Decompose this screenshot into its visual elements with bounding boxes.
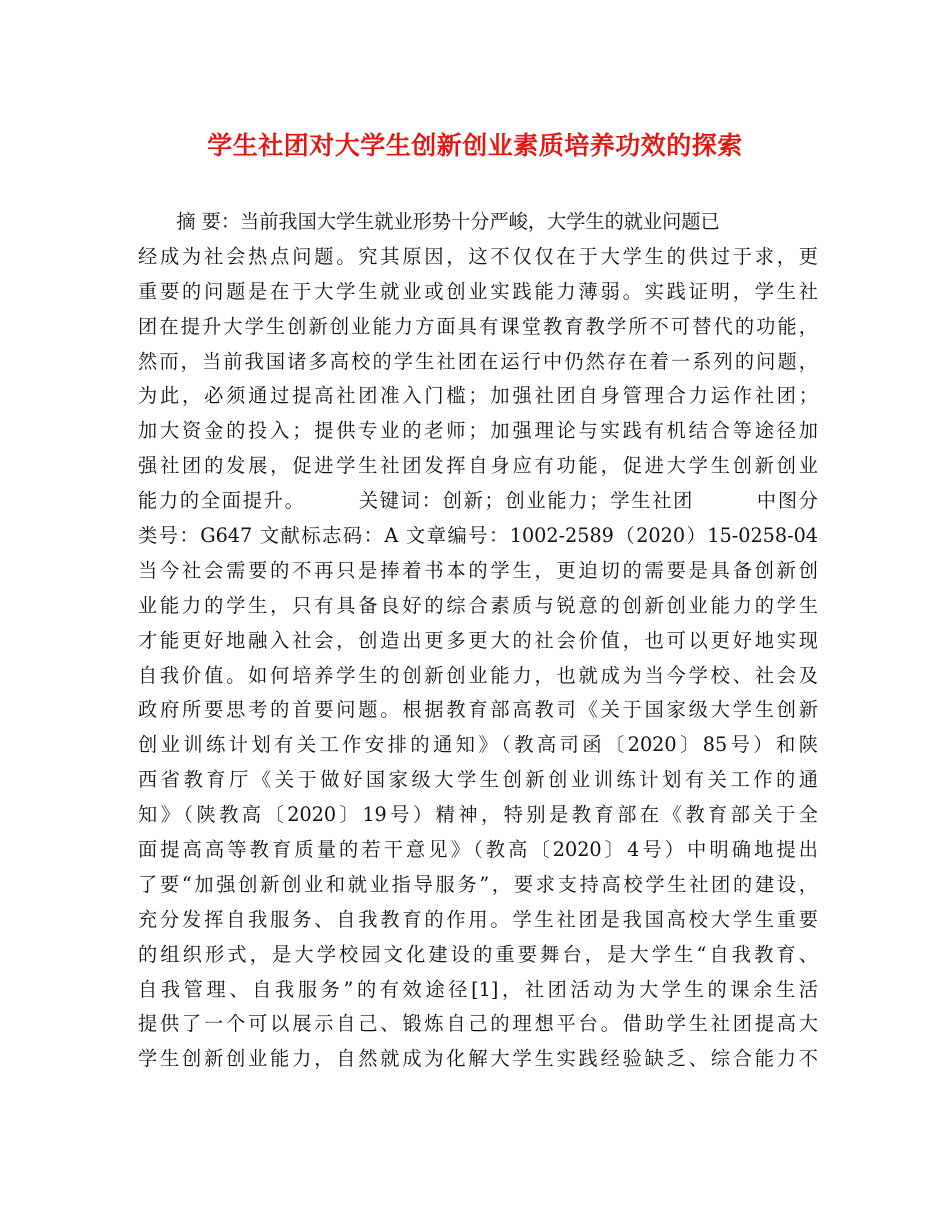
body-line: 政府所要思考的首要问题。根据教育部高教司《关于国家级大学生创新 — [138, 698, 818, 722]
body-line: 创业训练计划有关工作安排的通知》（教高司函〔2020〕85号）和陕 — [138, 733, 818, 757]
body-line: 自我管理、自我服务”的有效途径[1]，社团活动为大学生的课余生活 — [138, 977, 818, 1001]
body-line: 当今社会需要的不再只是捧着书本的学生，更迫切的需要是具备创新创 — [138, 558, 818, 582]
body-line: 业能力的学生，只有具备良好的综合素质与锐意的创新创业能力的学生 — [138, 593, 818, 617]
document-body — [138, 205, 818, 1077]
body-line: 才能更好地融入社会，创造出更多更大的社会价值，也可以更好地实现 — [138, 628, 818, 652]
body-line: 提供了一个可以展示自己、锻炼自己的理想平台。借助学生社团提高大 — [138, 1012, 818, 1036]
body-line: 了要“加强创新创业和就业指导服务”，要求支持高校学生社团的建设， — [138, 872, 818, 896]
body-line: 自我价值。如何培养学生的创新创业能力，也就成为当今学校、社会及 — [138, 663, 818, 687]
body-line: 类号：G647 文献标志码：A 文章编号：1002-2589（2020）15-0258-04 — [138, 524, 818, 548]
body-line: 能力的全面提升。 关键词：创新；创业能力；学生社团 中图分 — [138, 489, 818, 513]
body-line: 经成为社会热点问题。究其原因，这不仅仅在于大学生的供过于求，更 — [138, 244, 818, 268]
body-line: 的组织形式，是大学校园文化建设的重要舞台，是大学生“自我教育、 — [138, 942, 818, 966]
body-line: 知》（陕教高〔2020〕19号）精神，特别是教育部在《教育部关于全 — [138, 803, 818, 827]
document-title: 学生社团对大学生创新创业素质培养功效的探索 — [207, 131, 743, 160]
body-line: 为此，必须通过提高社团准入门槛；加强社团自身管理合力运作社团； — [138, 384, 818, 408]
body-line: 摘 要：当前我国大学生就业形势十分严峻，大学生的就业问题已 — [138, 210, 720, 233]
body-line: 充分发挥自我服务、自我教育的作用。学生社团是我国高校大学生重要 — [138, 907, 818, 931]
body-line: 西省教育厅《关于做好国家级大学生创新创业训练计划有关工作的通 — [138, 768, 818, 792]
body-line: 强社团的发展，促进学生社团发挥自身应有功能，促进大学生创新创业 — [138, 454, 818, 478]
body-line: 然而，当前我国诸多高校的学生社团在运行中仍然存在着一系列的问题， — [138, 349, 818, 373]
body-line: 加大资金的投入；提供专业的老师；加强理论与实践有机结合等途径加 — [138, 419, 818, 443]
body-line: 团在提升大学生创新创业能力方面具有课堂教育教学所不可替代的功能， — [138, 314, 818, 338]
body-line: 面提高高等教育质量的若干意见》（教高〔2020〕4号）中明确地提出 — [138, 838, 818, 862]
body-line: 学生创新创业能力，自然就成为化解大学生实践经验缺乏、综合能力不 — [138, 1047, 818, 1071]
body-line: 重要的问题是在于大学生就业或创业实践能力薄弱。实践证明，学生社 — [138, 279, 818, 303]
